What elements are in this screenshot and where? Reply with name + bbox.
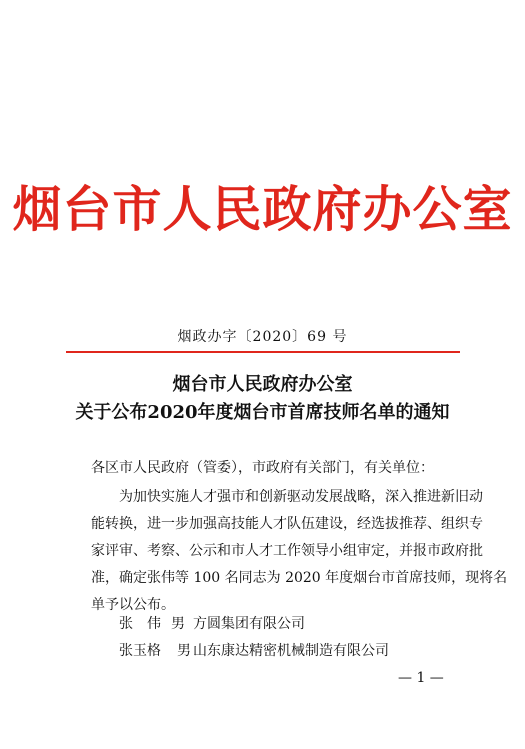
body-line-2: 能转换，进一步加强高技能人才队伍建设，经选拔推荐、组织专: [91, 516, 483, 532]
body-line-5: 单予以公布。: [91, 597, 175, 613]
list-item-organization: 方圆集团有限公司: [193, 616, 305, 632]
masthead-title: 烟台市人民政府办公室: [12, 181, 513, 238]
red-divider-line: [66, 351, 460, 353]
list-item-name: 张玉格: [119, 643, 161, 659]
body-line-1: 为加快实施人才强市和创新驱动发展战略，深入推进新旧动: [119, 489, 483, 505]
salutation: 各区市人民政府（管委），市政府有关部门，有关单位：: [91, 460, 434, 476]
notice-title-line-1: 烟台市人民政府办公室: [172, 374, 353, 395]
notice-title-line-2: 关于公布2020年度烟台市首席技师名单的通知: [75, 402, 450, 423]
list-item-organization: 山东康达精密机械制造有限公司: [193, 643, 389, 659]
list-item-gender: 男: [171, 616, 185, 632]
list-item-gender: 男: [177, 643, 191, 659]
body-line-3: 家评审、考察、公示和市人才工作领导小组审定，并报市政府批: [91, 543, 483, 559]
document-number: 烟政办字〔2020〕69 号: [177, 329, 348, 345]
body-line-4: 准，确定张伟等 100 名同志为 2020 年度烟台市首席技师，现将名: [91, 570, 508, 586]
list-item-name: 张 伟: [119, 616, 161, 632]
page-number: — 1 —: [398, 670, 444, 686]
